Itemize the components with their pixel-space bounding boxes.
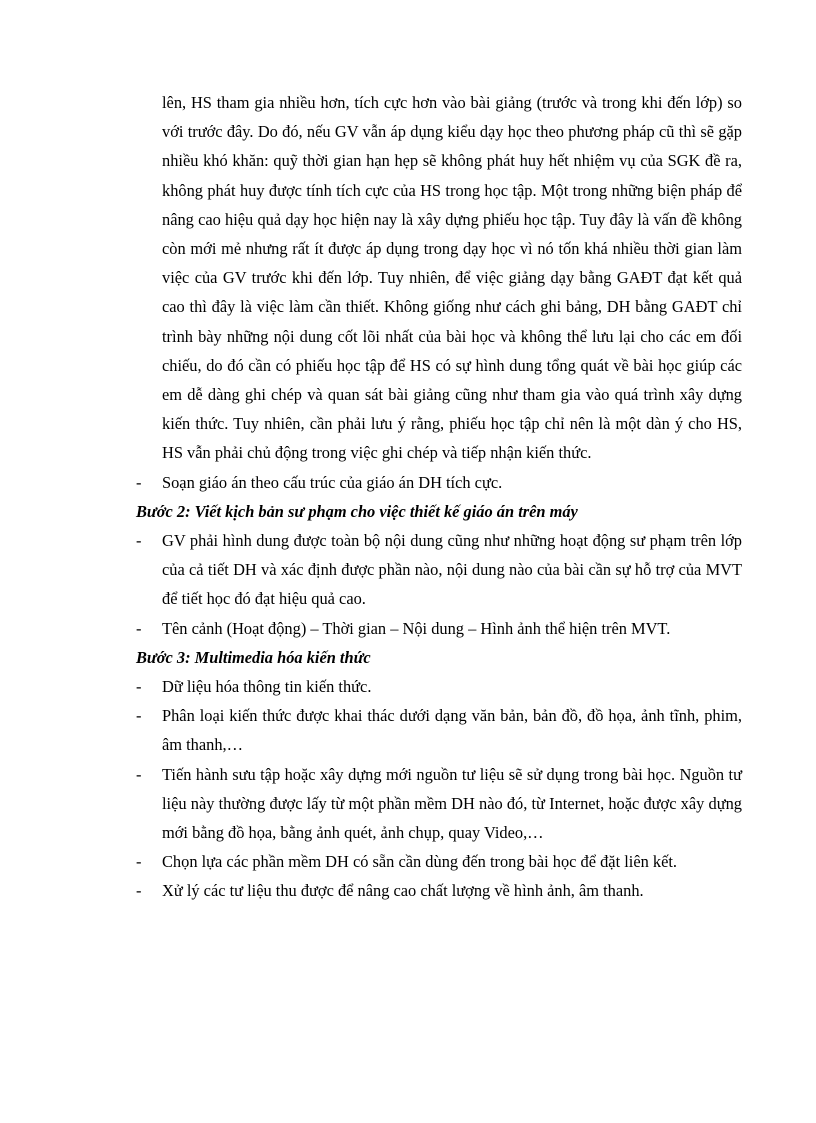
list-item xyxy=(136,614,742,643)
list-item xyxy=(136,847,742,876)
bullet-dash: - xyxy=(136,618,142,638)
list-item xyxy=(136,876,742,905)
list-item xyxy=(136,701,742,759)
document-body xyxy=(136,88,742,906)
bullet-dash: - xyxy=(136,881,142,901)
bullet-dash: - xyxy=(136,677,142,697)
bullet-dash: - xyxy=(136,472,142,492)
list-item-text: Chọn lựa các phần mềm DH có sẵn cần dùng đến trong bài học để đặt liên kết. xyxy=(162,852,678,872)
list-item-text: GV phải hình dung được toàn bộ nội dung cũng như những hoạt động sư phạm trên lớp của cả tiết DH và xác định được phần nào, nội dung nào của bài cần sự hỗ trợ của MVT để tiết học đó đạt hiệu quả cao. xyxy=(162,531,742,609)
intro-paragraph: lên, HS tham gia nhiều hơn, tích cực hơn vào bài giảng (trước và trong khi đến lớp) so với trước đây. Do đó, nếu GV vẫn áp dụng kiểu dạy học theo phương pháp cũ thì sẽ gặp nhiều khó khăn: quỹ thời gian hạn hẹp sẽ không phát huy hết nhiệm vụ của SGK đề ra, không phát huy được tính tích cực của HS trong học tập. Một trong những biện pháp để nâng cao hiệu quả dạy học hiện nay là xây dựng phiếu học tập. Tuy đây là vấn đề không còn mới mẻ nhưng rất ít được áp dụng trong dạy học vì nó tốn khá nhiều thời gian làm việc của GV trước khi đến lớp. Tuy nhiên, để việc giảng dạy bằng GAĐT đạt kết quả cao thì đây là việc làm cần thiết. Không giống như cách ghi bảng, DH bằng GAĐT chỉ trình bày những nội dung cốt lõi nhất của bài học và không thể lưu lại cho các em đối chiếu, do đó cần có phiếu học tập để HS có sự hình dung tổng quát về bài học giúp các em dễ dàng ghi chép và quan sát bài giảng cũng như tham gia vào quá trình xây dựng kiến thức. Tuy nhiên, cần phải lưu ý rằng, phiếu học tập chỉ nên là một dàn ý cho HS, HS vẫn phải chủ động trong việc ghi chép và tiếp nhận kiến thức. xyxy=(162,93,742,463)
bullet-dash: - xyxy=(136,706,142,726)
section-heading-step-3: Bước 3: Multimedia hóa kiến thức xyxy=(136,647,371,667)
bullet-dash: - xyxy=(136,531,142,551)
list-item xyxy=(136,760,742,848)
list-item-text: Dữ liệu hóa thông tin kiến thức. xyxy=(162,677,372,697)
list-item xyxy=(136,526,742,614)
list-item-text: Tiến hành sưu tập hoặc xây dựng mới nguồn tư liệu sẽ sử dụng trong bài học. Nguồn tư liệu này thường được lấy từ một phần mềm DH nào đó, từ Internet, hoặc được xây dựng mới bằng đồ họa, bằng ảnh quét, ảnh chụp, quay Video,… xyxy=(162,764,742,843)
list-item-text: Tên cảnh (Hoạt động) – Thời gian – Nội dung – Hình ảnh thể hiện trên MVT. xyxy=(162,618,671,638)
list-item-text: Phân loại kiến thức được khai thác dưới dạng văn bản, bản đồ, đồ họa, ảnh tĩnh, phim, âm thanh,… xyxy=(162,706,742,755)
list-item-text: Xử lý các tư liệu thu được để nâng cao chất lượng về hình ảnh, âm thanh. xyxy=(162,881,644,901)
list-item xyxy=(136,672,742,701)
list-item xyxy=(136,468,742,497)
section-heading-step-2: Bước 2: Viết kịch bản sư phạm cho việc thiết kế giáo án trên máy xyxy=(136,501,578,521)
list-item-text: Soạn giáo án theo cấu trúc của giáo án DH tích cực. xyxy=(162,472,503,492)
bullet-dash: - xyxy=(136,852,142,872)
bullet-dash: - xyxy=(136,764,142,784)
